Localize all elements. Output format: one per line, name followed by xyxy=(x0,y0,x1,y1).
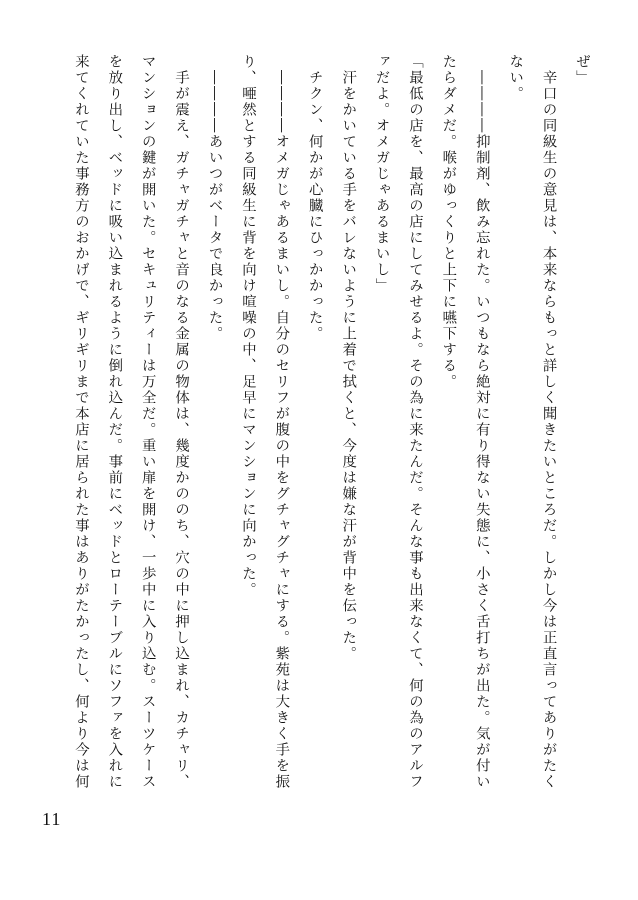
text-line: ない。 xyxy=(507,54,524,102)
text-line: 手が震え、ガチャガチャと音のなる金属の物体は、幾度かののち、穴の中に押し込まれ、カチャリ、 xyxy=(173,54,190,790)
text-line: を放り出し、ベッドに吸い込まれるように倒れ込んだ。事前にベッドとローテーブルにソファを入れに xyxy=(106,54,123,790)
text-line: ァだよ。オメガじゃあるまいし」 xyxy=(373,54,390,294)
text-line: 辛口の同級生の意見は、本来ならもっと詳しく聞きたいところだ。しかし今は正直言ってありがたく xyxy=(540,54,557,790)
page-number: 11 xyxy=(42,809,62,829)
text-line: マンションの鍵が開いた。セキュリティーは万全だ。重い扉を開け、一歩中に入り込む。スーツケース xyxy=(139,54,156,790)
text-line: ――――オメガじゃあるまいし。自分のセリフが腹の中をグチャグチャにする。紫苑は大きく手を振 xyxy=(273,54,290,790)
text-line: り、唖然とする同級生に背を向け喧噪の中、足早にマンションに向かった。 xyxy=(239,54,256,598)
body-text xyxy=(38,54,598,794)
text-line: ――――抑制剤、飲み忘れた。いつもなら絶対に有り得ない失態に、小さく舌打ちが出た。気が付い xyxy=(473,54,490,790)
text-line: チクン、何かが心臓にひっかかった。 xyxy=(306,54,323,342)
text-line: ――――あいつがベータで良かった。 xyxy=(206,54,223,342)
text-line: 汗をかいている手をバレないように上着で拭くと、今度は嫌な汗が背中を伝った。 xyxy=(340,54,357,662)
text-line: 「最低の店を、最高の店にしてみせるよ。その為に来たんだ。そんな事も出来なくて、何の為のアルフ xyxy=(406,54,423,790)
text-line: ぜ」 xyxy=(574,54,590,86)
text-line: たらダメだ。喉がゆっくりと上下に嚥下する。 xyxy=(440,54,457,390)
text-line: 来てくれていた事務方のおかげで、ギリギリまで本店に居られた事はありがたかったし、何より今は何 xyxy=(72,54,89,790)
